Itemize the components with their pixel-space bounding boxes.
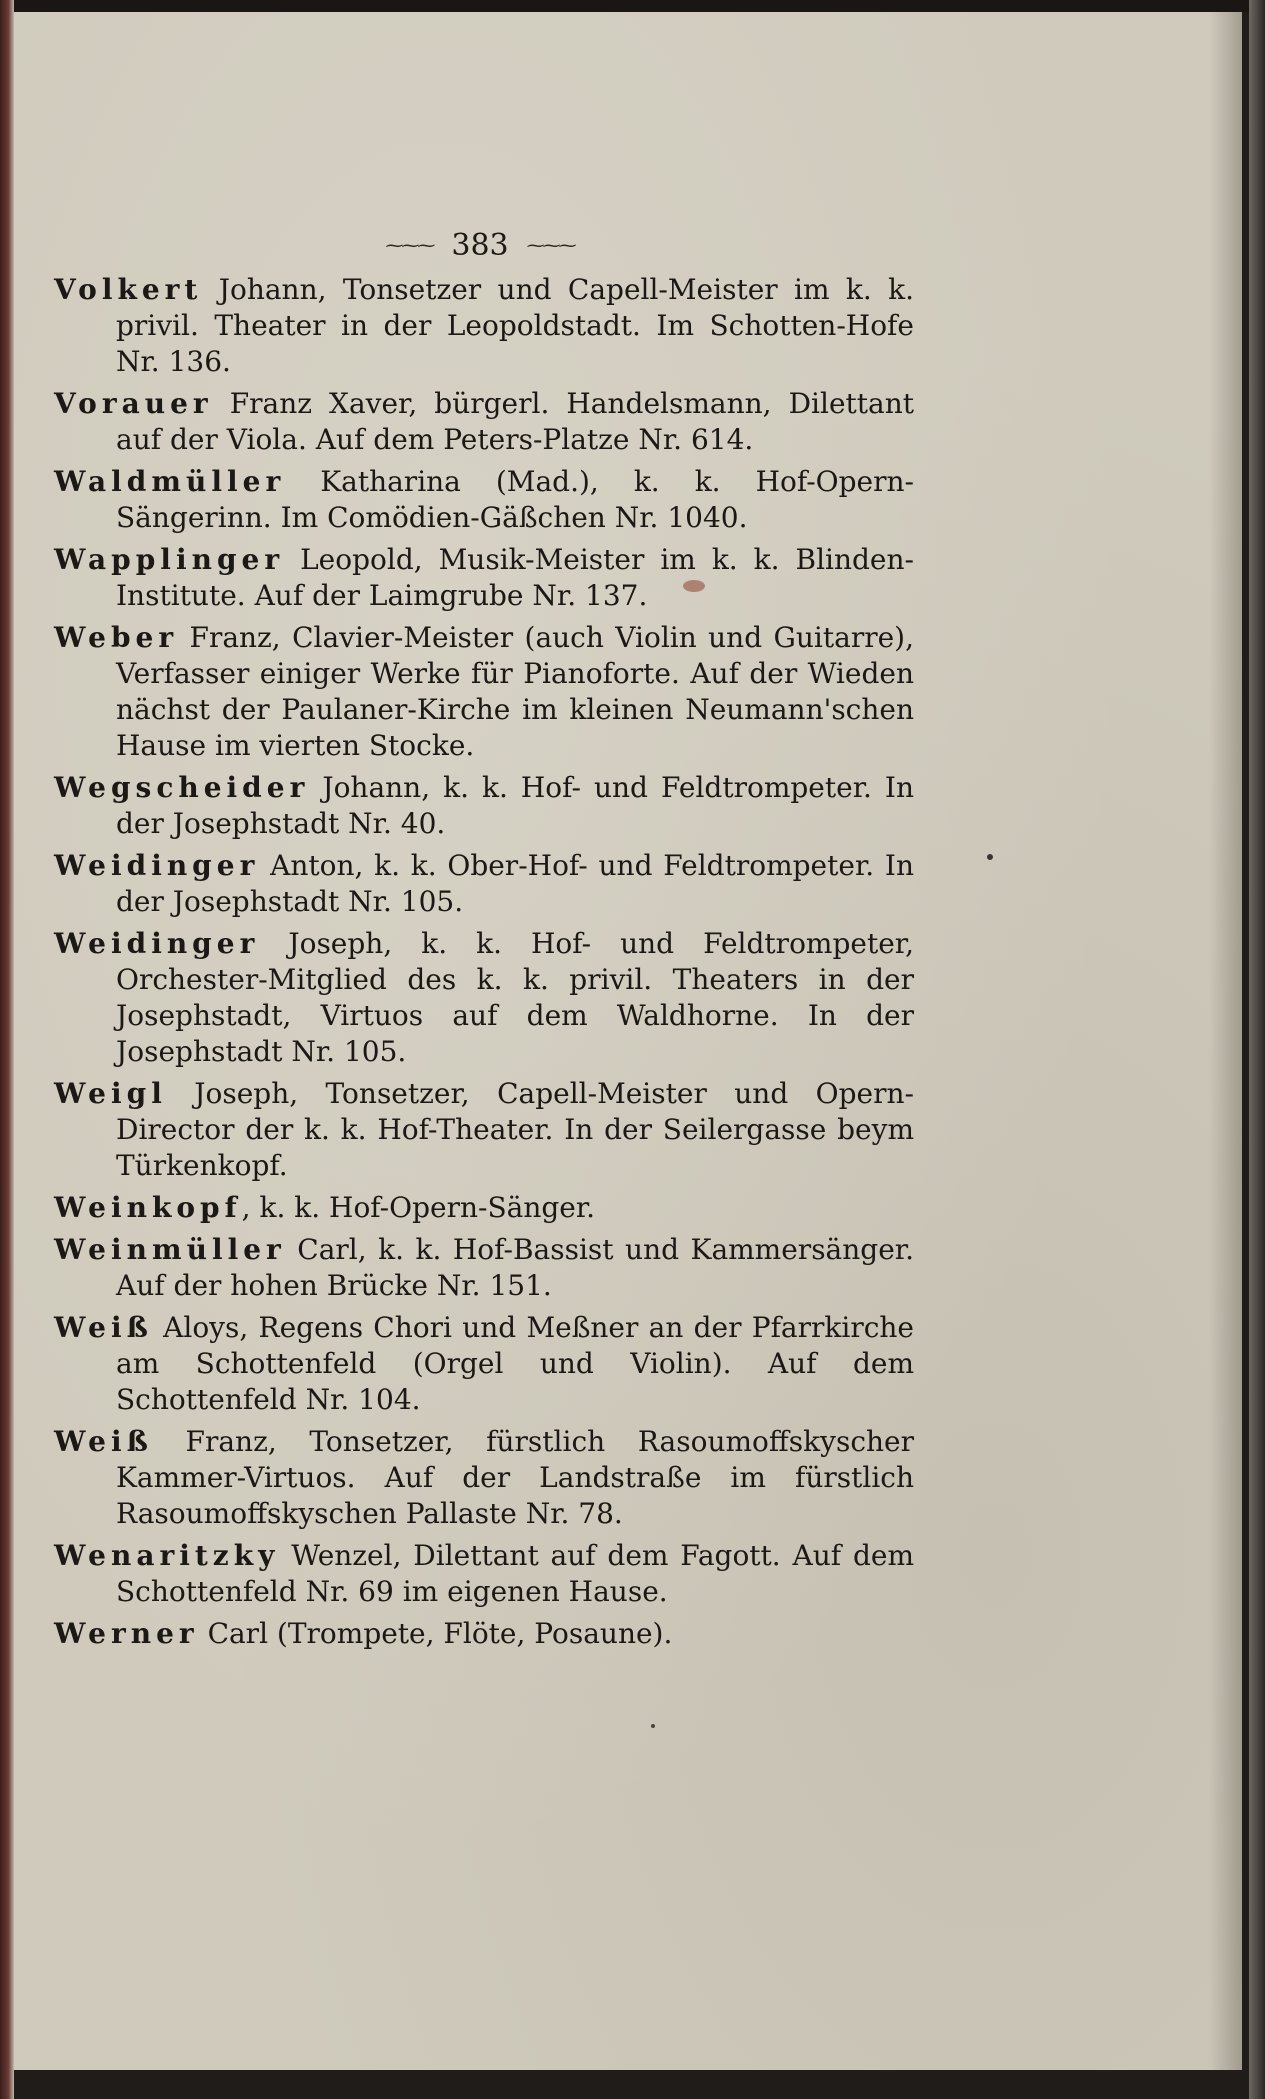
entry-surname: Wenaritzky — [54, 1539, 280, 1572]
entry-surname: Weidinger — [54, 927, 260, 960]
entry-text: Joseph, Tonsetzer, Capell-Meister und Opern-Director der k. k. Hof-Theater. In der Seilergasse beym Türkenkopf. — [116, 1077, 914, 1182]
entry-text: Joseph, k. k. Hof- und Feldtrompeter, Orchester-Mitglied des k. k. privil. Theaters in der Josephstadt, Virtuos auf dem Waldhorne. In der Josephstadt Nr. 105. — [116, 927, 915, 1068]
entry — [54, 542, 914, 614]
entry-surname: Vorauer — [54, 387, 213, 420]
entry-text: Leopold, Musik-Meister im k. k. Blinden-Institute. Auf der Laimgrube Nr. 137. — [116, 543, 914, 612]
page-number: 383 — [451, 227, 509, 263]
entry-surname: Weigl — [54, 1077, 167, 1110]
entry-text: Aloys, Regens Chori und Meßner an der Pfarrkirche am Schottenfeld (Orgel und Violin). Auf dem Schottenfeld Nr. 104. — [116, 1311, 914, 1416]
entry: Weinkopf, k. k. Hof-Opern-Sänger. — [54, 1191, 596, 1224]
entry-text: Carl, k. k. Hof-Bassist und Kammersänger. Auf der hohen Brücke Nr. 151. — [116, 1233, 914, 1302]
entry-surname: Wegscheider — [54, 771, 310, 804]
entry-surname: Weber — [54, 621, 179, 654]
directory-entries — [54, 272, 914, 1658]
entry — [54, 770, 914, 842]
entry-surname: Weinkopf — [54, 1191, 242, 1224]
entry — [54, 1616, 914, 1652]
entry-text: Franz, Clavier-Meister (auch Violin und Guitarre), Verfasser einiger Werke für Pianoforte. Auf der Wieden nächst der Paulaner-Kirche im kleinen Neumann'schen Hause im vierten Stocke. — [116, 621, 914, 762]
entry-text: Franz, Tonsetzer, fürstlich Rasoumoffskyscher Kammer-Virtuos. Auf der Landstraße im fürstlich Rasoumoffskyschen Pallaste Nr. 78. — [116, 1425, 914, 1530]
entry-surname: Weinmüller — [54, 1233, 286, 1266]
paper-spot — [987, 854, 993, 860]
entry-text: k. k. Hof-Opern-Sänger. — [259, 1191, 596, 1224]
header-ornament-right: ⁓⁓⁓ — [526, 234, 575, 256]
page-header — [350, 225, 610, 265]
entry — [54, 464, 914, 536]
entry — [54, 1310, 914, 1418]
entry — [54, 926, 914, 1070]
top-border — [0, 0, 1265, 12]
entry-surname: Volkert — [54, 273, 203, 306]
entry-surname: Wapplinger — [54, 543, 285, 576]
entry — [54, 620, 914, 764]
entry-surname: Werner — [54, 1617, 199, 1650]
entry-surname: Weidinger — [54, 849, 260, 882]
header-ornament-left: ⁓⁓⁓ — [385, 234, 434, 256]
entry — [54, 386, 914, 458]
entry-surname: Waldmüller — [54, 465, 286, 498]
entry-text: Johann, Tonsetzer und Capell-Meister im k. k. privil. Theater in der Leopoldstadt. Im Schotten-Hofe Nr. 136. — [116, 273, 915, 378]
ink-blot — [683, 580, 705, 592]
entry — [54, 272, 914, 380]
page-edge-shadow — [1209, 12, 1242, 2070]
entry — [54, 1424, 914, 1532]
entry-text: Katharina (Mad.), k. k. Hof-Opern-Sängerinn. Im Comödien-Gäßchen Nr. 1040. — [116, 465, 915, 534]
entry-surname: Weiß — [54, 1425, 153, 1458]
right-border — [1249, 0, 1265, 2099]
entry-text: Wenzel, Dilettant auf dem Fagott. Auf dem Schottenfeld Nr. 69 im eigenen Hause. — [116, 1539, 915, 1608]
entry — [54, 1076, 914, 1184]
entry — [54, 1538, 914, 1610]
book-spine-edge — [0, 0, 14, 2099]
entry-text: Anton, k. k. Ober-Hof- und Feldtrompeter. In der Josephstadt Nr. 105. — [116, 849, 914, 918]
entry-text: Franz Xaver, bürgerl. Handelsmann, Dilettant auf der Viola. Auf dem Peters-Platze Nr. 614. — [116, 387, 915, 456]
entry-text: Carl (Trompete, Flöte, Posaune). — [207, 1617, 673, 1650]
entry-surname: Weiß — [54, 1311, 153, 1344]
paper-speck — [651, 1724, 655, 1728]
entry-text: Johann, k. k. Hof- und Feldtrompeter. In der Josephstadt Nr. 40. — [116, 771, 915, 840]
entry — [54, 848, 914, 920]
entry — [54, 1232, 914, 1304]
